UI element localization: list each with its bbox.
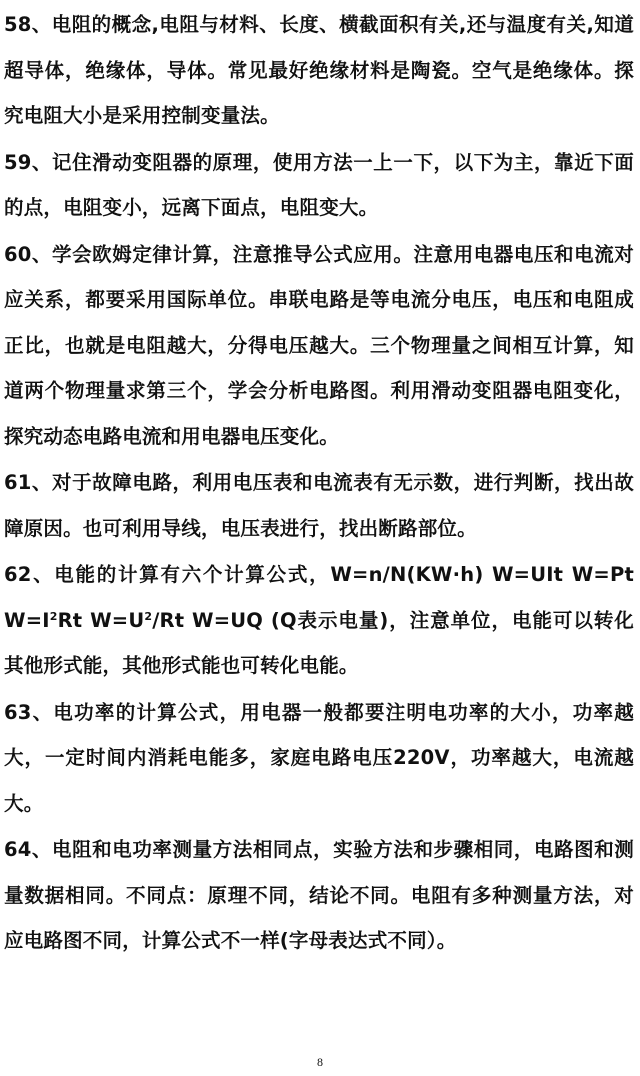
- paragraph-61: [4, 460, 634, 551]
- paragraph-58: [4, 2, 634, 139]
- paragraph-62: [4, 552, 634, 689]
- paragraph-61-text: 61、对于故障电路，利用电压表和电流表有无示数，进行判断，找出故障原因。也可利用导线，电压表进行，找出断路部位。: [4, 471, 634, 540]
- paragraph-63: [4, 690, 634, 827]
- paragraph-59: [4, 140, 634, 231]
- page-number: 8: [317, 1055, 323, 1069]
- paragraph-62-text-1: 62、电能的计算有六个计算公式，W=n/N(KW·h) W=UIt W=Pt W=I: [4, 563, 634, 632]
- paragraph-64-text: 64、电阻和电功率测量方法相同点，实验方法和步骤相同，电路图和测量数据相同。不同点：原理不同，结论不同。电阻有多种测量方法，对应电路图不同，计算公式不一样(字母表达式不同）。: [4, 838, 634, 952]
- paragraph-62-text-2: Rt W=U: [57, 608, 145, 632]
- page-footer: [0, 1055, 640, 1069]
- paragraph-60: [4, 232, 634, 460]
- document-body: [4, 2, 634, 965]
- paragraph-62-superscript-2: 2: [144, 609, 153, 623]
- paragraph-59-text: 59、记住滑动变阻器的原理，使用方法一上一下，以下为主，靠近下面的点，电阻变小，远离下面点，电阻变大。: [4, 150, 634, 219]
- paragraph-60-text: 60、学会欧姆定律计算，注意推导公式应用。注意用电器电压和电流对应关系，都要采用国际单位。串联电路是等电流分电压，电压和电阻成正比，也就是电阻越大，分得电压越大。三个物理量之间相互计算，知道两个物理量求第三个，学会分析电路图。利用滑动变阻器电阻变化，探究动态电路电流和用电器电压变化。: [4, 242, 634, 448]
- paragraph-62-text-3: /Rt W=UQ (Q表示电量)，注意单位，电能可以转化其他形式能，其他形式能也可转化电能。: [4, 608, 634, 677]
- paragraph-63-text: 63、电功率的计算公式，用电器一般都要注明电功率的大小，功率越大，一定时间内消耗电能多，家庭电路电压220V，功率越大，电流越大。: [4, 700, 634, 815]
- paragraph-64: [4, 827, 634, 964]
- paragraph-62-superscript-1: 2: [49, 609, 58, 623]
- paragraph-58-text: 58、电阻的概念,电阻与材料、长度、横截面积有关,还与温度有关,知道超导体，绝缘体，导体。常见最好绝缘材料是陶瓷。空气是绝缘体。探究电阻大小是采用控制变量法。: [4, 13, 634, 127]
